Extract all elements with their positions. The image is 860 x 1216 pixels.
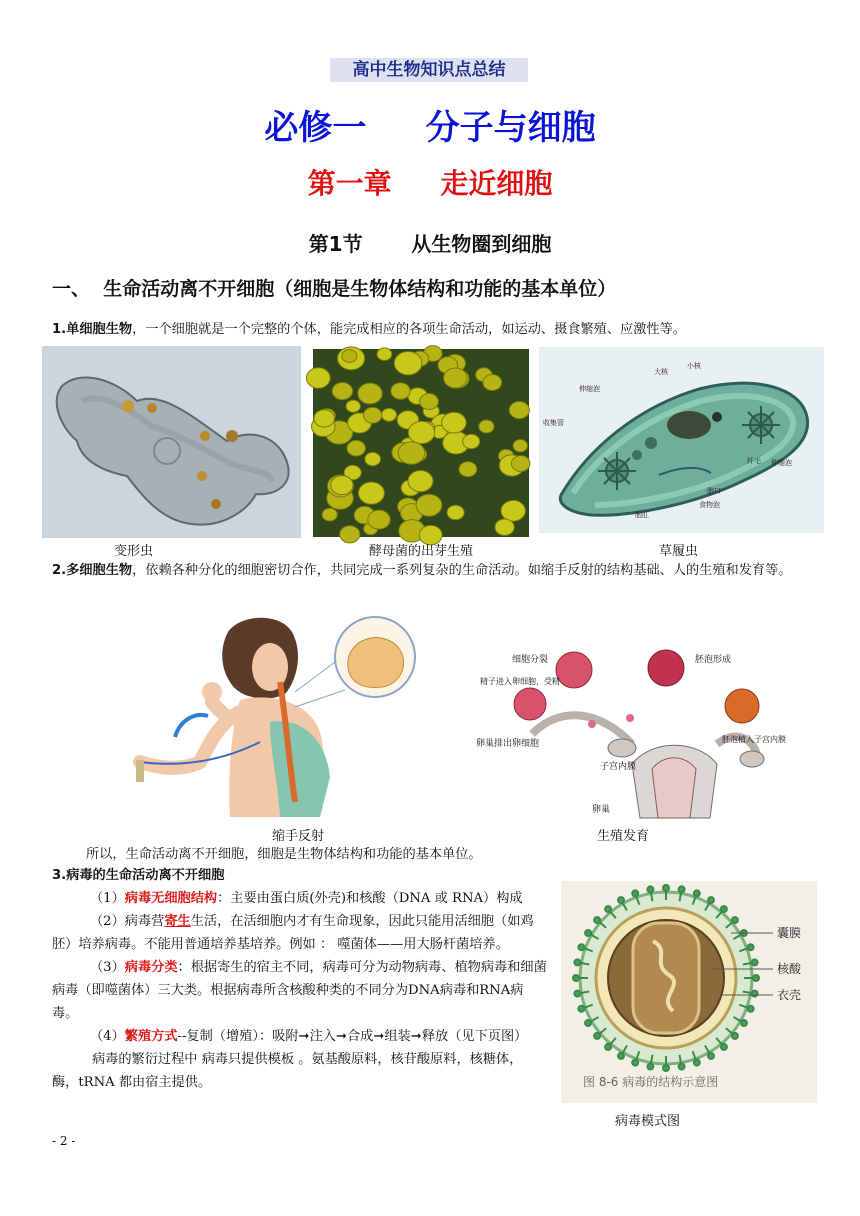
label-micronucleus: 小核 bbox=[687, 362, 701, 370]
unicellular-lead: 1.单细胞生物 bbox=[52, 322, 133, 337]
reflex-image bbox=[120, 612, 440, 817]
yeast-image bbox=[313, 349, 529, 537]
virus-p2-a: （2）病毒营 bbox=[90, 914, 165, 929]
paragraph-multicellular bbox=[52, 559, 810, 582]
header-tag: 高中生物知识点总结 bbox=[330, 58, 528, 82]
paramecium-image bbox=[539, 347, 824, 533]
label-blastocyst: 胚泡形成 bbox=[695, 655, 732, 665]
label-cilia: 纤毛 bbox=[747, 457, 761, 465]
virus-p4 bbox=[52, 1025, 548, 1048]
virus-inner-caption: 图 8-6 病毒的结构示意图 bbox=[583, 1075, 719, 1089]
caption-paramecium: 草履虫 bbox=[659, 544, 699, 559]
virus-heading: 3.病毒的生命活动离不开细胞 bbox=[52, 868, 225, 883]
caption-yeast: 酵母菌的出芽生殖 bbox=[369, 544, 474, 559]
virus-p4-red: 繁殖方式 bbox=[124, 1029, 178, 1044]
label-implantation: 胚泡植入子宫内膜 bbox=[722, 735, 786, 744]
virus-p5: 病毒的繁衍过程中 病毒只提供模板 。氨基酸原料，核苷酸原料，核糖体，酶，tRNA 都由宿主提供。 bbox=[52, 1052, 523, 1090]
label-anal-pore: 胞肛 bbox=[635, 511, 649, 519]
virus-p1 bbox=[52, 887, 548, 910]
label-oral-groove: 胞口 bbox=[707, 487, 721, 495]
caption-amoeba: 变形虫 bbox=[114, 544, 154, 559]
label-envelope: 囊膜 bbox=[777, 926, 802, 940]
multicellular-text: ，依赖各种分化的细胞密切合作，共同完成一系列复杂的生命活动。如缩手反射的结构基础、人的生殖和发育等。 bbox=[132, 563, 792, 578]
page-title: 必修一 分子与细胞 bbox=[264, 108, 596, 148]
label-fertilization: 精子进入卵细胞，受精 bbox=[480, 677, 560, 686]
label-nucleic-acid: 核酸 bbox=[777, 962, 802, 976]
caption-virus: 病毒模式图 bbox=[615, 1114, 681, 1129]
label-contractile-vacuole: 伸缩泡 bbox=[579, 385, 600, 393]
caption-reproduction: 生殖发育 bbox=[597, 829, 650, 844]
amoeba-image bbox=[42, 346, 301, 538]
label-macronucleus: 大核 bbox=[654, 368, 668, 376]
paragraph-unicellular bbox=[52, 318, 832, 341]
caption-reflex: 缩手反射 bbox=[272, 829, 325, 844]
virus-p4-num: （4） bbox=[90, 1029, 125, 1044]
virus-paragraphs bbox=[52, 887, 548, 1094]
virus-p3-red: 病毒分类 bbox=[124, 960, 178, 975]
label-cell-division: 细胞分裂 bbox=[512, 655, 549, 665]
label-ovary: 卵巢 bbox=[592, 805, 611, 815]
label-capsid: 衣壳 bbox=[777, 988, 802, 1002]
conclusion: 所以，生命活动离不开细胞，细胞是生物体结构和功能的基本单位。 bbox=[86, 847, 482, 862]
virus-p3-text: ：根据寄生的宿主不同，病毒可分为动物病毒、植物病毒和细菌病毒（即噬菌体）三大类。根据病毒所含核酸种类的不同分为DNA病毒和RNA病毒。 bbox=[52, 960, 547, 1021]
label-endometrium: 子宫内膜 bbox=[600, 762, 637, 772]
heading-1: 一、 生命活动离不开细胞（细胞是生物体结构和功能的基本单位） bbox=[52, 278, 617, 300]
label-food-vacuole: 食物泡 bbox=[699, 501, 720, 509]
virus-p1-red: 病毒无细胞结构 bbox=[124, 891, 218, 906]
virus-p3-num: （3） bbox=[90, 960, 125, 975]
multicellular-lead: 2.多细胞生物 bbox=[52, 563, 133, 578]
virus-p2-red: 寄生 bbox=[164, 914, 191, 929]
virus-p4-text: --复制（增殖）：吸附➞注入➞合成➞组装➞释放（见下页图） bbox=[177, 1029, 528, 1044]
chapter-title: 第一章 走近细胞 bbox=[307, 167, 553, 200]
section-title: 第1节 从生物圈到细胞 bbox=[308, 232, 552, 256]
virus-p3 bbox=[52, 956, 548, 1025]
virus-p1-text: ：主要由蛋白质(外壳)和核酸（DNA 或 RNA）构成 bbox=[217, 891, 523, 906]
virus-image bbox=[561, 881, 817, 1103]
page-number: - 2 - bbox=[52, 1134, 76, 1148]
label-collecting-canal: 收集管 bbox=[543, 419, 564, 427]
label-ovulation: 卵巢排出卵细胞 bbox=[476, 739, 540, 749]
label-contractile-vacuole-2: 伸缩泡 bbox=[771, 459, 792, 467]
virus-p2 bbox=[52, 910, 548, 956]
virus-p2-b: 生活，在活细胞内才有生命现象，因此只能用活细胞（如鸡胚）培养病毒。不能用普通培养基培养。例如 ： 噬菌体——用大肠杆菌培养。 bbox=[52, 914, 534, 952]
virus-p1-num: （1） bbox=[90, 891, 125, 906]
reproduction-image bbox=[452, 644, 786, 818]
unicellular-text: ，一个细胞就是一个完整的个体，能完成相应的各项生命活动，如运动、摄食繁殖、应激性等。 bbox=[132, 322, 686, 337]
